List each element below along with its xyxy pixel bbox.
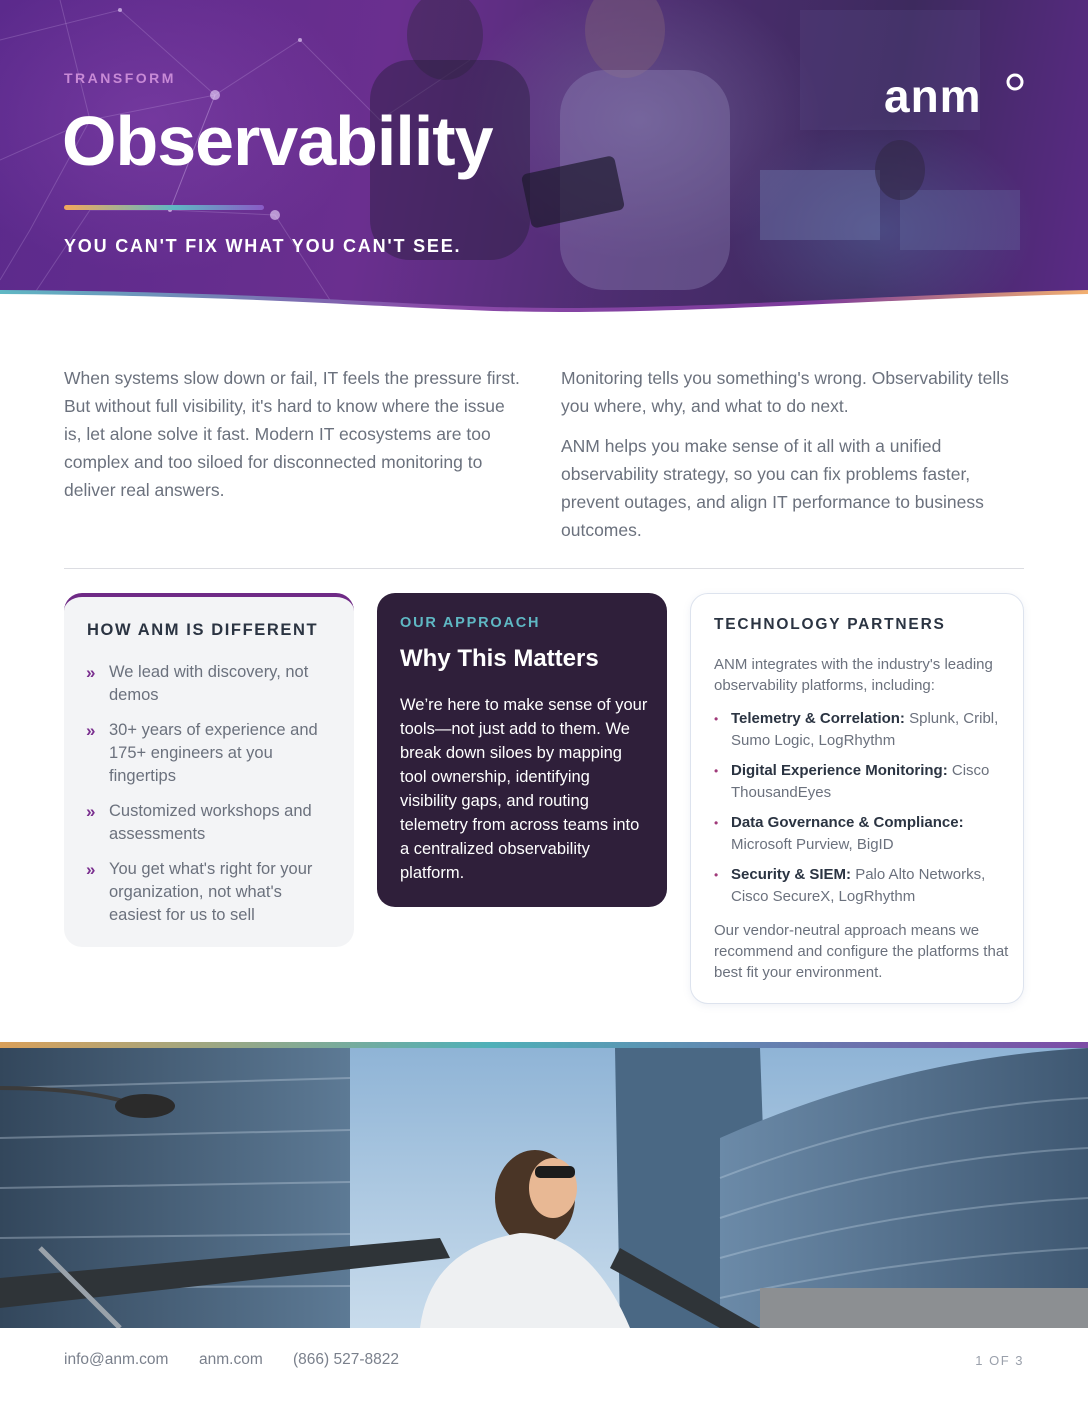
bullet-icon: • <box>714 712 719 726</box>
footer-phone: (866) 527-8822 <box>293 1351 399 1368</box>
list-item: • Security & SIEM: Palo Alto Networks, Cisco SecureX, LogRhythm <box>714 866 986 905</box>
bullet-icon: • <box>714 868 719 882</box>
gradient-rule <box>64 205 264 210</box>
our-approach-card <box>377 593 667 907</box>
footer <box>0 1328 1088 1408</box>
page-number: 1 OF 3 <box>975 1353 1024 1368</box>
how-anm-is-different-card <box>64 593 354 947</box>
hero-banner <box>0 0 1088 312</box>
hero-eyebrow: TRANSFORM <box>64 70 176 86</box>
chevron-bullet-icon: » <box>86 663 96 682</box>
footer-email-link[interactable]: info@anm.com <box>64 1351 169 1368</box>
chevron-bullet-icon: » <box>86 721 96 740</box>
page-title: Observability <box>62 102 493 180</box>
bullet-icon: • <box>714 816 719 830</box>
technology-partners-card <box>690 593 1024 1004</box>
intro-right-paragraph-2: ANM helps you make sense of it all with a unified observability strategy, so you can fix problems faster, prevent outages, and align IT performance to business outcomes. <box>561 436 984 540</box>
intro-right-column <box>561 364 1011 544</box>
partners-list <box>714 708 1010 916</box>
list-item: » 30+ years of experience and 175+ engineers at you fingertips <box>86 721 318 785</box>
card-body: We’re here to make sense of your tools—not just add to them. We break down siloes by mapping tool ownership, identifying visibility gaps, and routing telemetry from across teams into a centralized observability platform. <box>400 696 648 882</box>
list-item: • Telemetry & Correlation: Splunk, Cribl, Sumo Logic, LogRhythm <box>714 710 999 749</box>
bullet-icon: • <box>714 764 719 778</box>
hero-tagline: YOU CAN'T FIX WHAT YOU CAN'T SEE. <box>64 236 462 256</box>
chevron-bullet-icon: » <box>86 802 96 821</box>
footer-website-link[interactable]: anm.com <box>199 1351 263 1368</box>
card-heading: Why This Matters <box>400 645 599 672</box>
list-item: » Customized workshops and assessments <box>86 802 312 843</box>
city-escalator-photo <box>0 1048 1088 1328</box>
intro-right-paragraph-1: Monitoring tells you something's wrong. Observability tells you where, why, and what to do next. <box>561 368 1009 416</box>
partners-outro: Our vendor-neutral approach means we recommend and configure the platforms that best fit your environment. <box>714 922 1009 981</box>
chevron-bullet-icon: » <box>86 860 96 879</box>
card-heading: HOW ANM IS DIFFERENT <box>87 621 319 639</box>
intro-left-paragraph: When systems slow down or fail, IT feels the pressure first. But without full visibility, it's hard to know where the issue is, let alone solve it fast. Modern IT ecosystems are too complex and too siloed for disconnected monitoring to deliver real answers. <box>64 368 520 500</box>
logo-dot-icon <box>1005 72 1025 92</box>
card-eyebrow: OUR APPROACH <box>400 615 541 631</box>
list-item: » We lead with discovery, not demos <box>86 663 309 704</box>
section-divider <box>64 568 1024 569</box>
hero-wave-divider <box>0 270 1088 312</box>
list-item: • Data Governance & Compliance: Microsoft Purview, BigID <box>714 814 964 853</box>
differentiators-list <box>86 661 336 939</box>
partners-intro: ANM integrates with the industry's leading observability platforms, including: <box>714 656 993 694</box>
list-item: » You get what's right for your organization, not what's easiest for us to sell <box>86 860 313 924</box>
list-item: • Digital Experience Monitoring: Cisco ThousandEyes <box>714 762 990 801</box>
anm-logo <box>884 70 1029 122</box>
card-heading: TECHNOLOGY PARTNERS <box>714 616 946 633</box>
logo-wordmark: anm <box>884 70 982 122</box>
